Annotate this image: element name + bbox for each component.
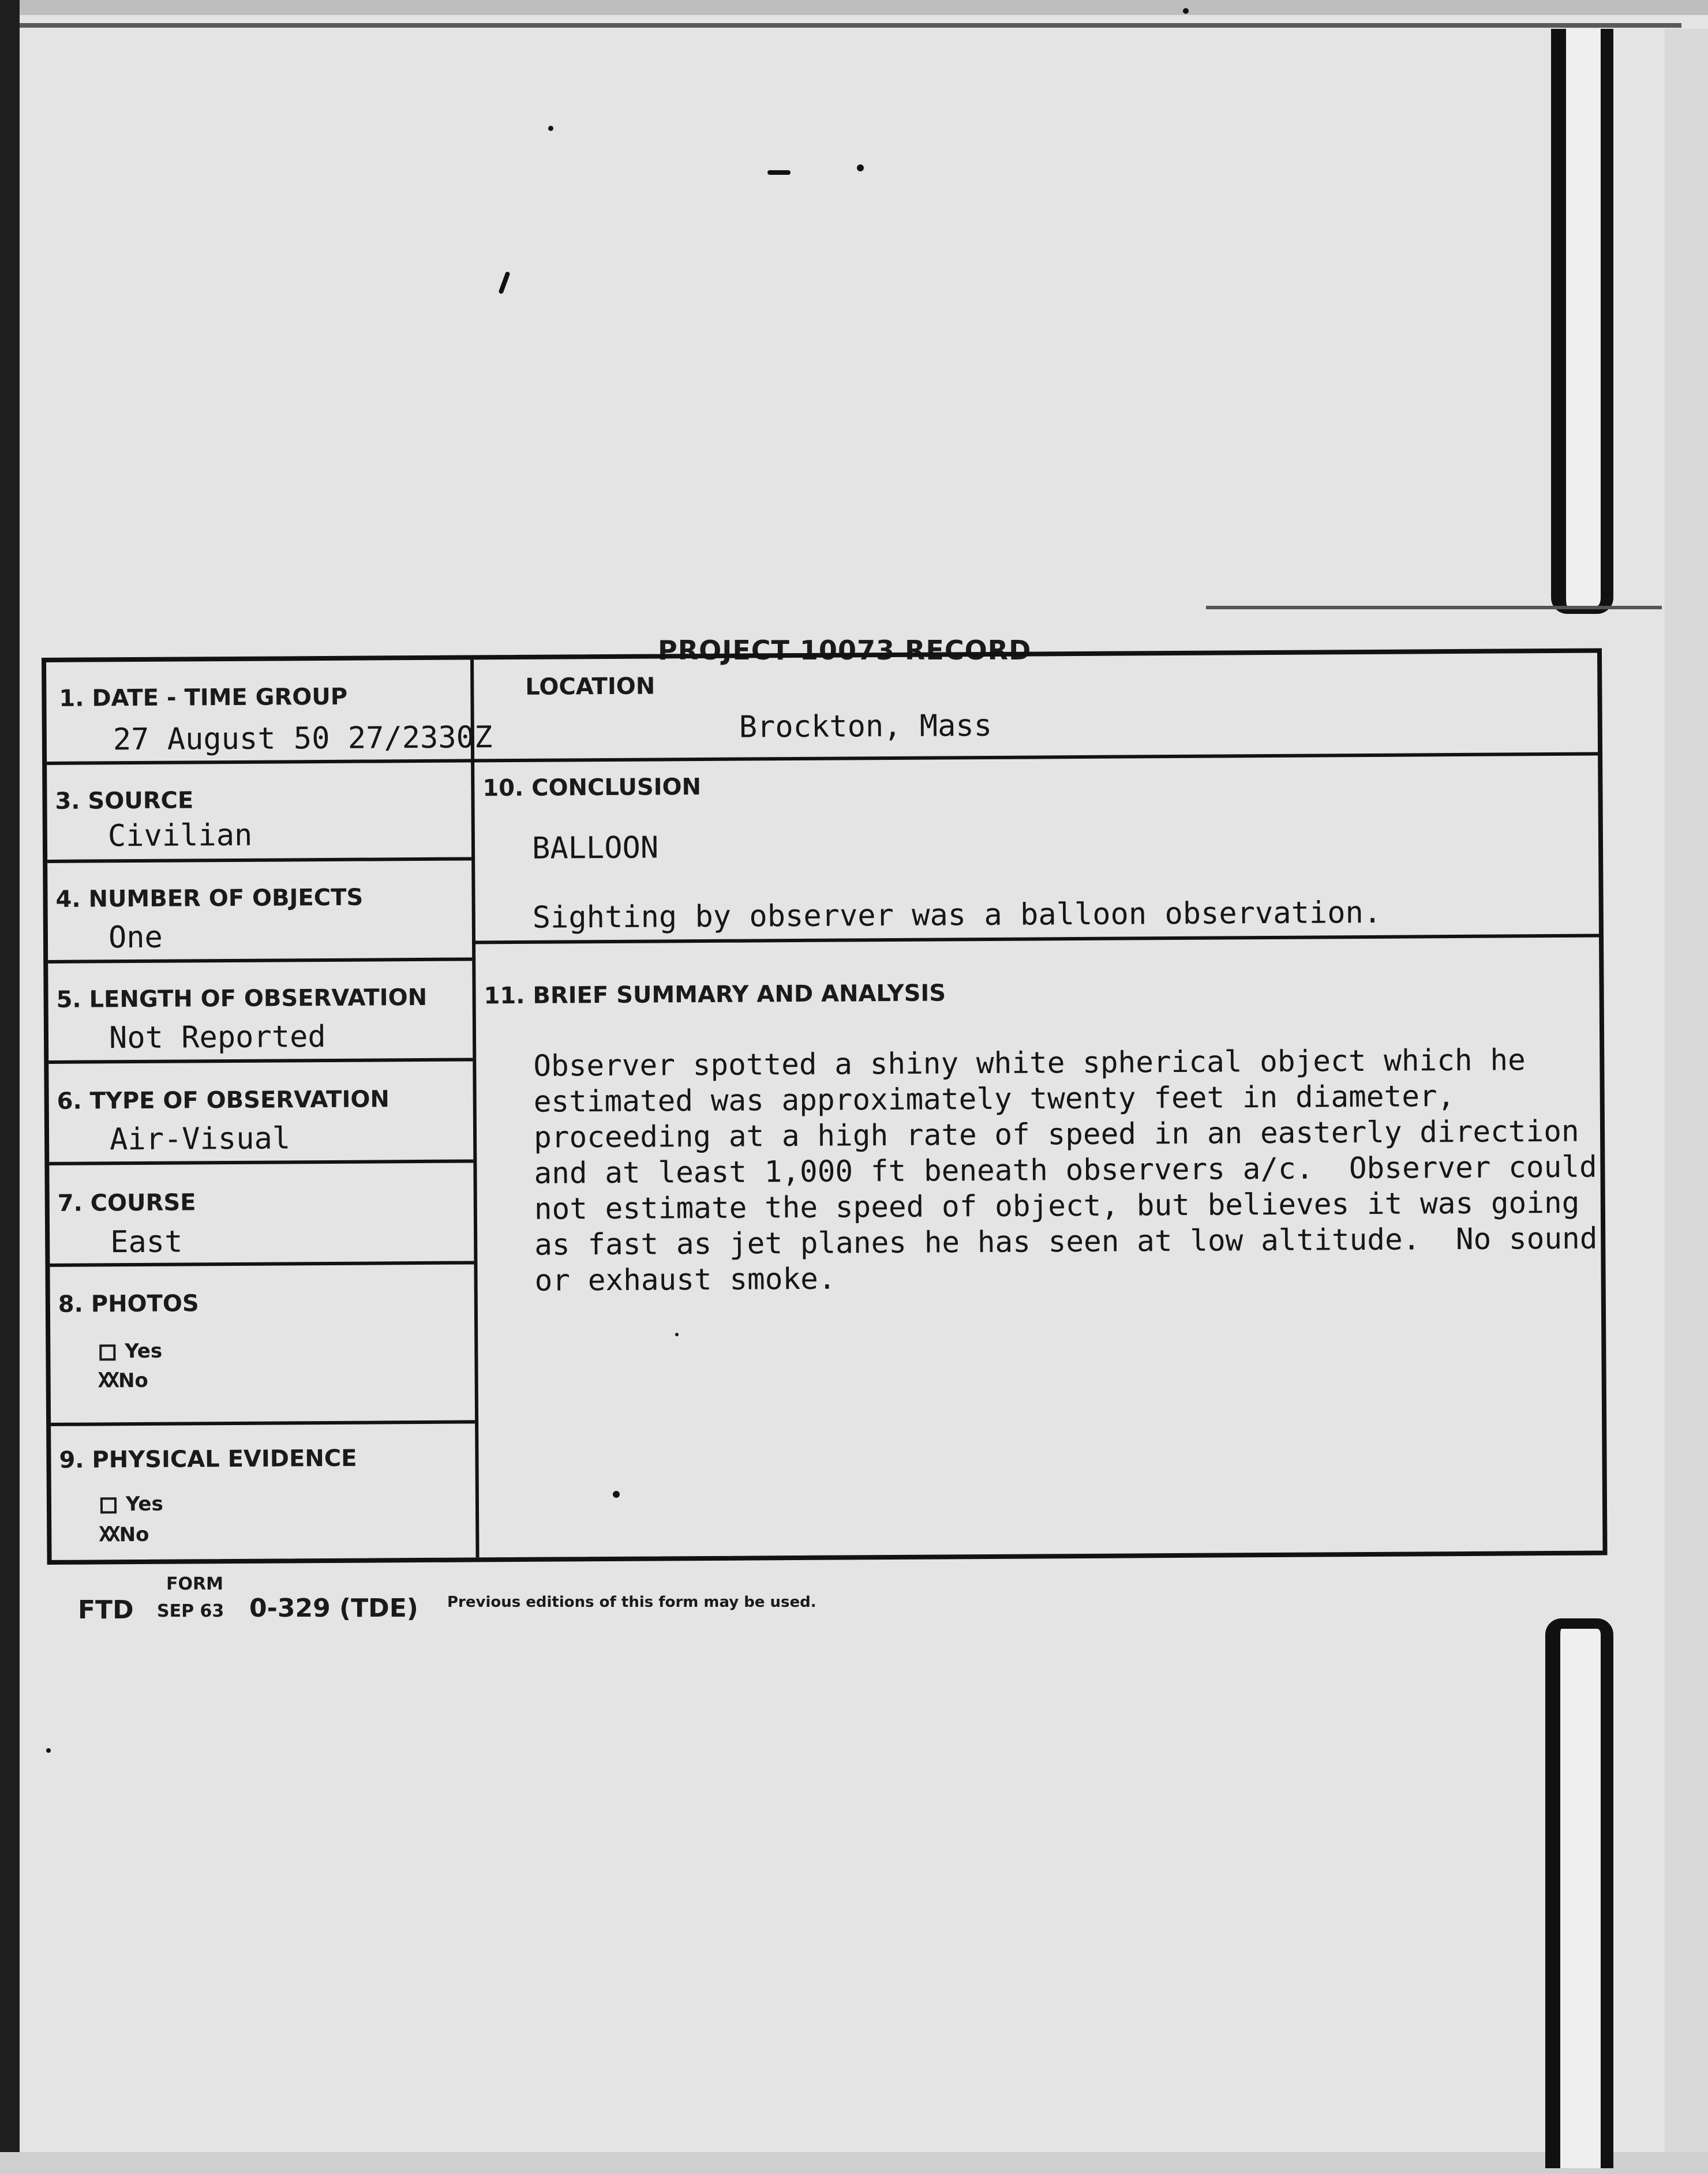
source-value: Civilian	[107, 818, 253, 854]
type-of-observation-label: 6. TYPE OF OBSERVATION	[57, 1086, 390, 1115]
row-divider-type	[49, 1159, 473, 1165]
physical-evidence-no-xmark: XX	[99, 1523, 117, 1547]
conclusion-label: 10. CONCLUSION	[482, 774, 702, 802]
physical-evidence-no-label: No	[119, 1523, 149, 1547]
row-divider-course	[50, 1261, 474, 1266]
conclusion-note: Sighting by observer was a balloon observation.	[532, 895, 1382, 935]
date-time-group-value: 27 August 50 27/2330Z	[113, 720, 493, 758]
photos-yes-label: Yes	[125, 1339, 163, 1363]
footer-form-number: 0-329 (TDE)	[249, 1594, 418, 1623]
physical-evidence-yes-option	[100, 1493, 163, 1516]
scan-edge-right	[1665, 29, 1708, 2174]
course-value: East	[110, 1224, 183, 1260]
photos-no-xmark: XX	[98, 1369, 117, 1393]
date-time-group-label: 1. DATE - TIME GROUP	[59, 683, 348, 712]
row-divider-photos	[51, 1420, 475, 1426]
form-title: PROJECT 10073 RECORD	[658, 635, 1032, 666]
row-divider-conclusion	[472, 934, 1599, 944]
row-divider-length	[48, 1058, 473, 1063]
photos-yes-checkbox	[99, 1344, 115, 1360]
type-of-observation-value: Air-Visual	[109, 1121, 291, 1157]
footer-form-date: SEP 63	[157, 1601, 224, 1621]
film-strip-bar-bottom	[1545, 1618, 1613, 2168]
footer-note: Previous editions of this form may be used.	[447, 1594, 816, 1611]
location-label: LOCATION	[525, 673, 656, 700]
scan-edge-left	[0, 0, 20, 2174]
summary-text: Observer spotted a shiny white spherical object which he estimated was approximately twenty feet in diameter, proceeding at a high rate of speed in an easterly direction and at least 1,000 ft beneath observers a/c. Observer could not estimate the speed of object, but believes it was going as fast as jet planes he has seen at low altitude. No sound or exhaust smoke.	[533, 1043, 1616, 1298]
location-value: Brockton, Mass	[739, 708, 992, 745]
photos-yes-option	[99, 1340, 162, 1363]
row-divider-objects	[48, 957, 472, 963]
physical-evidence-yes-label: Yes	[125, 1492, 163, 1516]
physical-evidence-no-option	[99, 1523, 149, 1547]
project-record-form	[42, 648, 1616, 1564]
film-strip-line	[1206, 606, 1662, 609]
scan-edge-line	[20, 23, 1681, 28]
number-of-objects-value: One	[108, 920, 163, 955]
row-divider-source	[47, 857, 471, 863]
footer-agency: FTD	[78, 1595, 134, 1625]
footer-form-word: FORM	[166, 1574, 223, 1594]
length-of-observation-label: 5. LENGTH OF OBSERVATION	[56, 984, 428, 1013]
number-of-objects-label: 4. NUMBER OF OBJECTS	[55, 884, 364, 913]
summary-label: 11. BRIEF SUMMARY AND ANALYSIS	[484, 980, 946, 1010]
physical-evidence-label: 9. PHYSICAL EVIDENCE	[59, 1445, 357, 1474]
physical-evidence-yes-checkbox	[100, 1497, 117, 1513]
course-label: 7. COURSE	[57, 1189, 196, 1217]
scan-edge-bottom	[0, 2152, 1708, 2174]
length-of-observation-value: Not Reported	[108, 1019, 326, 1056]
source-label: 3. SOURCE	[55, 787, 194, 815]
photos-label: 8. PHOTOS	[58, 1290, 199, 1318]
conclusion-value: BALLOON	[531, 830, 659, 866]
photos-no-label: No	[118, 1369, 148, 1393]
scan-edge-top	[0, 0, 1708, 15]
film-strip-bar-top	[1551, 29, 1613, 614]
photos-no-option	[98, 1369, 148, 1393]
